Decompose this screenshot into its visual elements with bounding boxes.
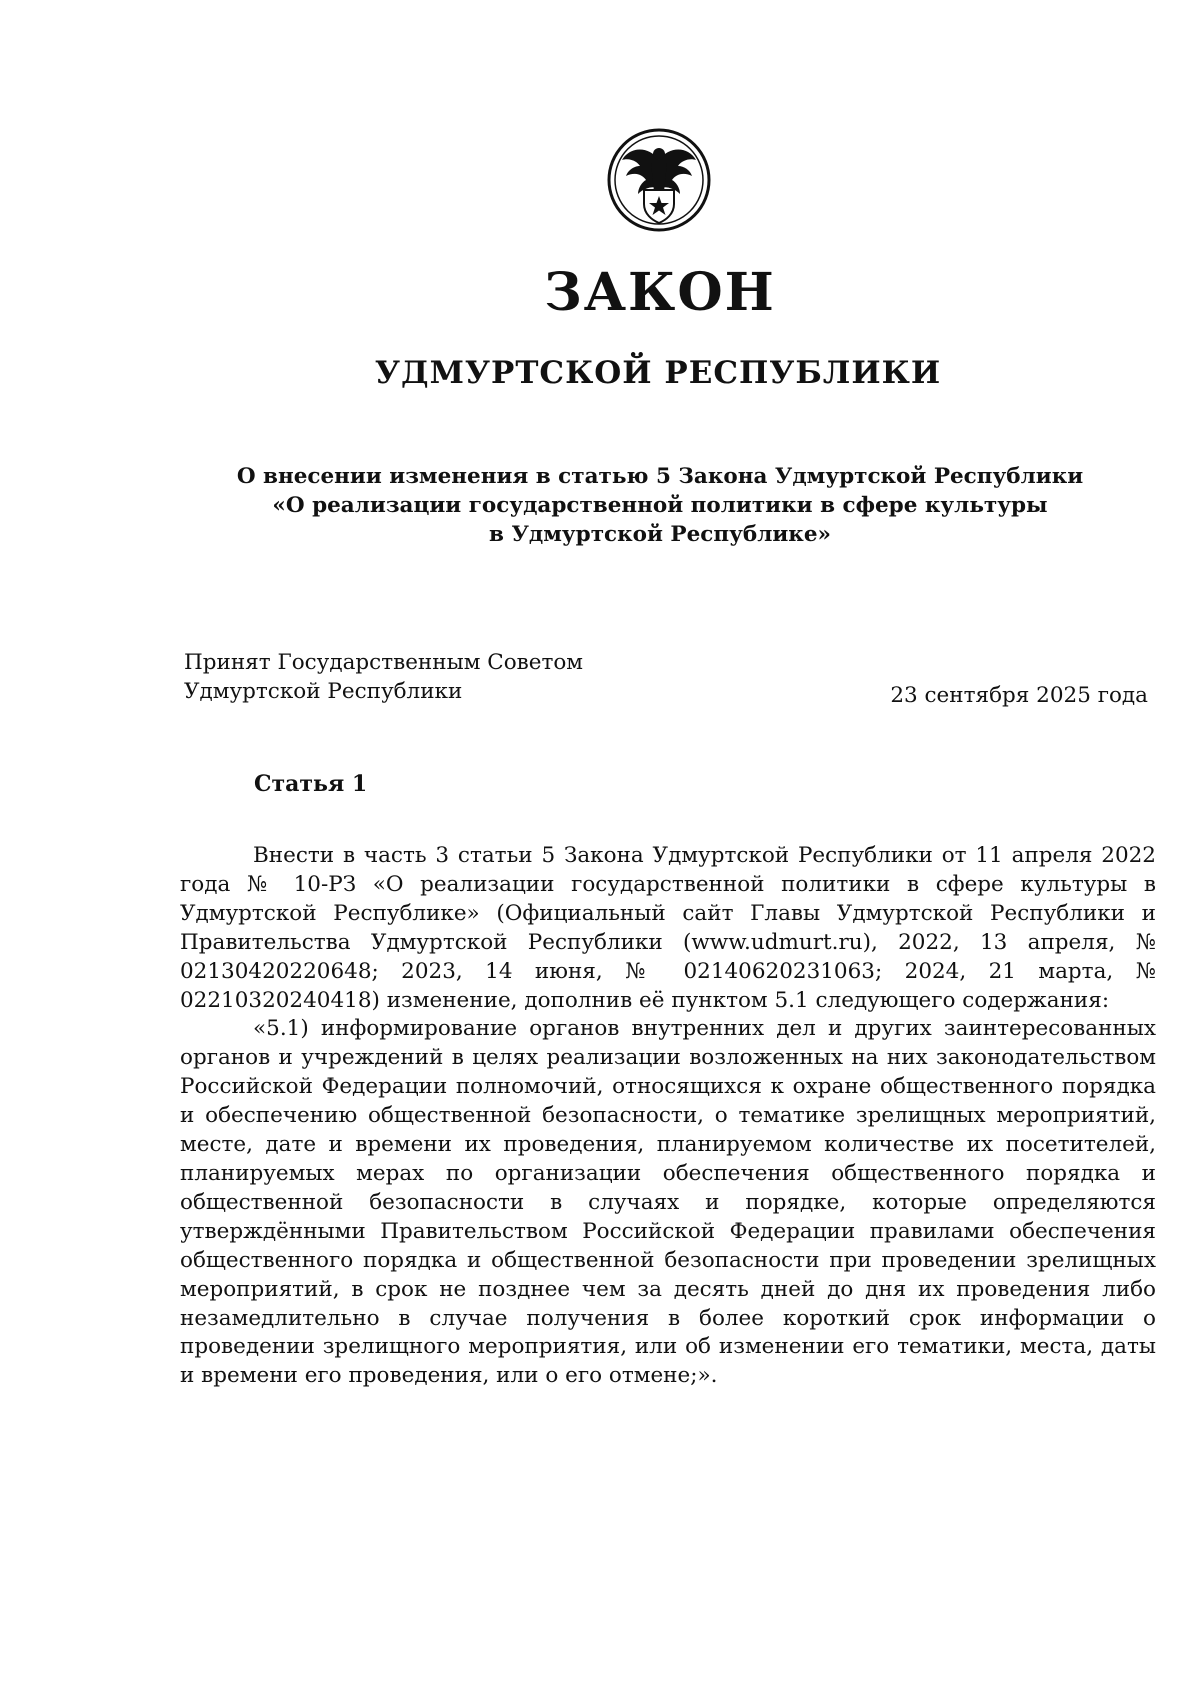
title-line-2: «О реализации государственной политики в сфере культуры [272,493,1048,518]
article-paragraph-clause: «5.1) информирование органов внутренних дел и других заинтересованных органов и учреждений в целях реализации возложенных на них законодательством Российской Федерации полномочий, относящихся к охране общественного порядка и обеспечению общественной безопасности, о тематике зрелищных мероприятий, месте, дате и времени их проведения, планируемом количестве их посетителей, планируемых мерах по организации обеспечения общественного порядка и общественной безопасности в случаях и порядке, которые определяются утверждёнными Правительством Российской Федерации правилами обеспечения общественного порядка и общественной безопасности при проведении зрелищных мероприятий, в срок не позднее чем за десять дней до дня их проведения либо незамедлительно в случае получения в более короткий срок информации о проведении зрелищного мероприятия, или об изменении его тематики, места, даты и времени его проведения, или о его отмене;». [180,1016,1156,1389]
title-line-1: О внесении изменения в статью 5 Закона Удмуртской Республики [236,464,1084,489]
adoption-authority [184,648,583,706]
adoption-line-1: Принят Государственным Советом [184,650,584,675]
title-line-3: в Удмуртской Республике» [489,522,831,547]
document-title [180,462,1140,549]
adoption-line-2: Удмуртской Республики [184,679,463,704]
article-paragraph-amendment: Внести в часть 3 статьи 5 Закона Удмуртской Республики от 11 апреля 2022 года № 10-РЗ «О реализации государственной политики в сфере культуры в Удмуртской Республике» (Официальный сайт Главы Удмуртской Республики и Правительства Удмуртской Республики (www.udmurt.ru), 2022, 13 апреля, № 02130420220648; 2023, 14 июня, № 02140620231063; 2024, 21 марта, № 02210320240418) изменение, дополнив её пунктом 5.1 следующего содержания: [180,843,1156,1013]
article-heading: Статья 1 [254,771,368,797]
udmurt-coat-of-arms-icon [604,126,714,234]
republic-heading: УДМУРТСКОЙ РЕСПУБЛИКИ [374,355,942,391]
article-body [180,842,1156,1391]
law-heading: ЗАКОН [544,262,776,323]
adoption-date: 23 сентября 2025 года [890,683,1148,708]
